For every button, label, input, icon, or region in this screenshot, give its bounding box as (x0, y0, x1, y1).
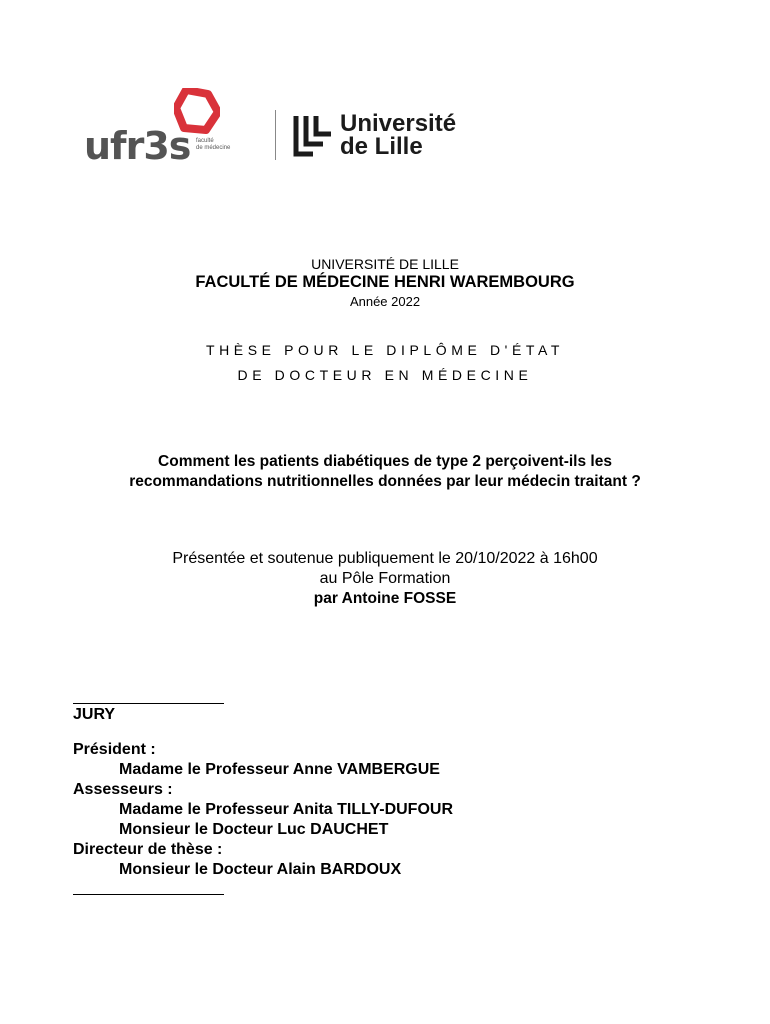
president-name: Madame le Professeur Anne VAMBERGUE (119, 761, 440, 778)
universite-de-lille-wordmark: Université de Lille (340, 110, 457, 160)
director-label: Directeur de thèse : (73, 841, 223, 858)
jury-heading: JURY (73, 706, 116, 723)
academic-year: Année 2022 (349, 294, 421, 309)
universite-de-lille-logo (293, 112, 493, 162)
faculty-name: FACULTÉ DE MÉDECINE HENRI WAREMBOURG (195, 273, 575, 291)
assessor-name: Monsieur le Docteur Luc DAUCHET (119, 821, 389, 838)
presentation-info: Présentée et soutenue publiquement le 20/10/2022 à 16h00 au Pôle Formation (172, 550, 598, 587)
logo-separator (275, 110, 276, 160)
jury-list (73, 740, 453, 880)
ufr3s-subtitle: faculté de médecine (196, 138, 231, 151)
jury-bottom-rule (73, 894, 224, 895)
university-name: UNIVERSITÉ DE LILLE (311, 256, 459, 272)
thesis-title: Comment les patients diabétiques de type 2 perçoivent-ils les recommandations nutritionnelles données par leur médecin traitant ? (129, 453, 641, 490)
assessors-label: Assesseurs : (73, 781, 173, 798)
director-name: Monsieur le Docteur Alain BARDOUX (119, 861, 402, 878)
president-label: Président : (73, 741, 156, 758)
thesis-type-line2: DE DOCTEUR EN MÉDECINE (237, 367, 533, 383)
author: par Antoine FOSSE (313, 590, 457, 607)
assessor-name: Madame le Professeur Anita TILLY-DUFOUR (119, 801, 453, 818)
universite-de-lille-mark-icon (293, 114, 333, 158)
ufr3s-logo (84, 88, 234, 168)
ufr3s-wordmark: ufr3s (84, 124, 191, 168)
jury-top-rule (73, 703, 224, 704)
thesis-type-line1: THÈSE POUR LE DIPLÔME D'ÉTAT (205, 342, 565, 358)
